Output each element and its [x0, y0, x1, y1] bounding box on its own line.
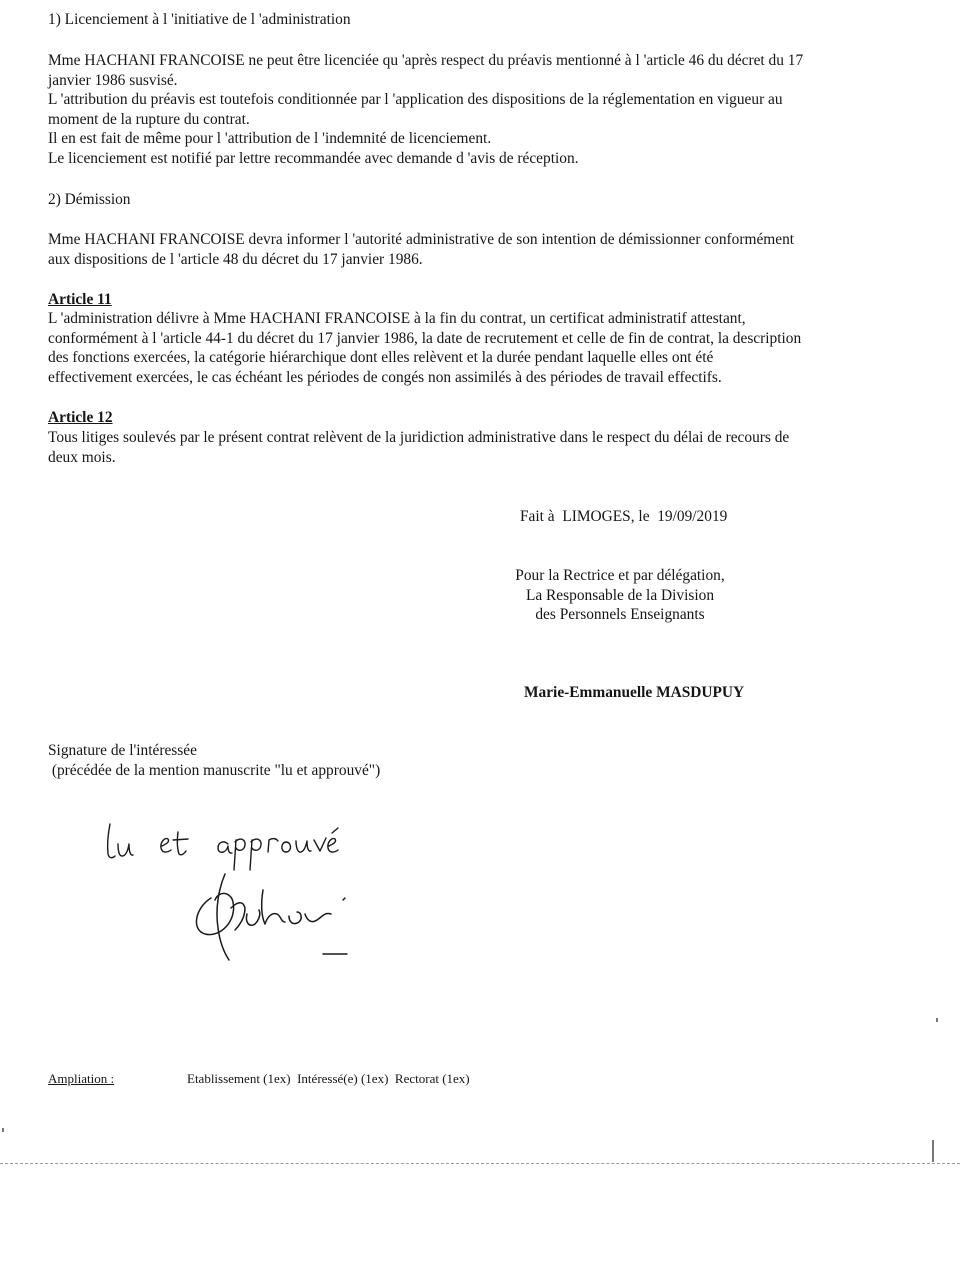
scan-mark: [932, 1140, 934, 1162]
article-11-line: conformément à l 'article 44-1 du décret du 17 janvier 1986, la date de recrutement et celle de fin de contrat, la description: [48, 329, 802, 347]
section-2-line: aux dispositions de l 'article 48 du décret du 17 janvier 1986.: [48, 250, 423, 268]
signature-note: (précédée de la mention manuscrite "lu et approuvé"): [48, 762, 381, 779]
delegation-block: [480, 566, 760, 625]
article-11-line: des fonctions exercées, la catégorie hiérarchique dont elles relèvent et la durée pendant laquelle elles ont été: [48, 349, 714, 366]
section-1-body: [48, 51, 908, 168]
delegation-line: Pour la Rectrice et par délégation,: [515, 567, 725, 584]
delegation-line: La Responsable de la Division: [525, 586, 715, 604]
section-1-heading: 1) Licenciement à l 'initiative de l 'administration: [48, 11, 351, 28]
article-12-line: Tous litiges soulevés par le présent contrat relèvent de la juridiction administrative dans le respect du délai de recours de: [48, 429, 790, 446]
section-1-line: Le licenciement est notifié par lettre recommandée avec demande d 'avis de réception.: [48, 149, 579, 167]
section-2-heading: 2) Démission: [48, 191, 131, 208]
article-11-line: effectivement exercées, le cas échéant les périodes de congés non assimilés à des périodes de travail effectifs.: [48, 368, 722, 386]
article-11-line: L 'administration délivre à Mme HACHANI FRANCOISE à la fin du contrat, un certificat administratif attestant,: [48, 310, 746, 327]
section-1-line: L 'attribution du préavis est toutefois conditionnée par l 'application des dispositions de la réglementation en vigueur au: [48, 91, 783, 108]
section-1-line: Il en est fait de même pour l 'attribution de l 'indemnité de licenciement.: [48, 130, 492, 147]
article-11-body: [48, 309, 908, 387]
article-12-heading: Article 12: [48, 409, 113, 426]
article-12-body: [48, 428, 908, 467]
section-1-line: janvier 1986 susvisé.: [48, 71, 178, 89]
section-1-line: Mme HACHANI FRANCOISE ne peut être licenciée qu 'après respect du préavis mentionné à l 'article 46 du décret du 17: [48, 52, 804, 69]
signature-label: Signature de l'intéressée: [48, 742, 197, 759]
section-1-line: moment de la rupture du contrat.: [48, 110, 250, 128]
article-11-heading: Article 11: [48, 291, 112, 308]
section-2-line: Mme HACHANI FRANCOISE devra informer l 'autorité administrative de son intention de démissionner conformément: [48, 231, 795, 248]
signatory-name: Marie-Emmanuelle MASDUPUY: [524, 684, 745, 701]
delegation-line: des Personnels Enseignants: [535, 606, 705, 623]
ampliation-recipients: Etablissement (1ex) Intéressé(e) (1ex) Rectorat (1ex): [187, 1071, 470, 1086]
page-separator: [0, 1163, 960, 1164]
scan-mark: [2, 1128, 4, 1132]
scan-mark: [936, 1018, 938, 1022]
section-2-body: [48, 230, 908, 269]
place-date: Fait à LIMOGES, le 19/09/2019: [520, 508, 728, 525]
signature-scribble: [185, 868, 360, 968]
article-12-line: deux mois.: [48, 448, 116, 466]
ampliation-label: Ampliation :: [48, 1071, 115, 1086]
